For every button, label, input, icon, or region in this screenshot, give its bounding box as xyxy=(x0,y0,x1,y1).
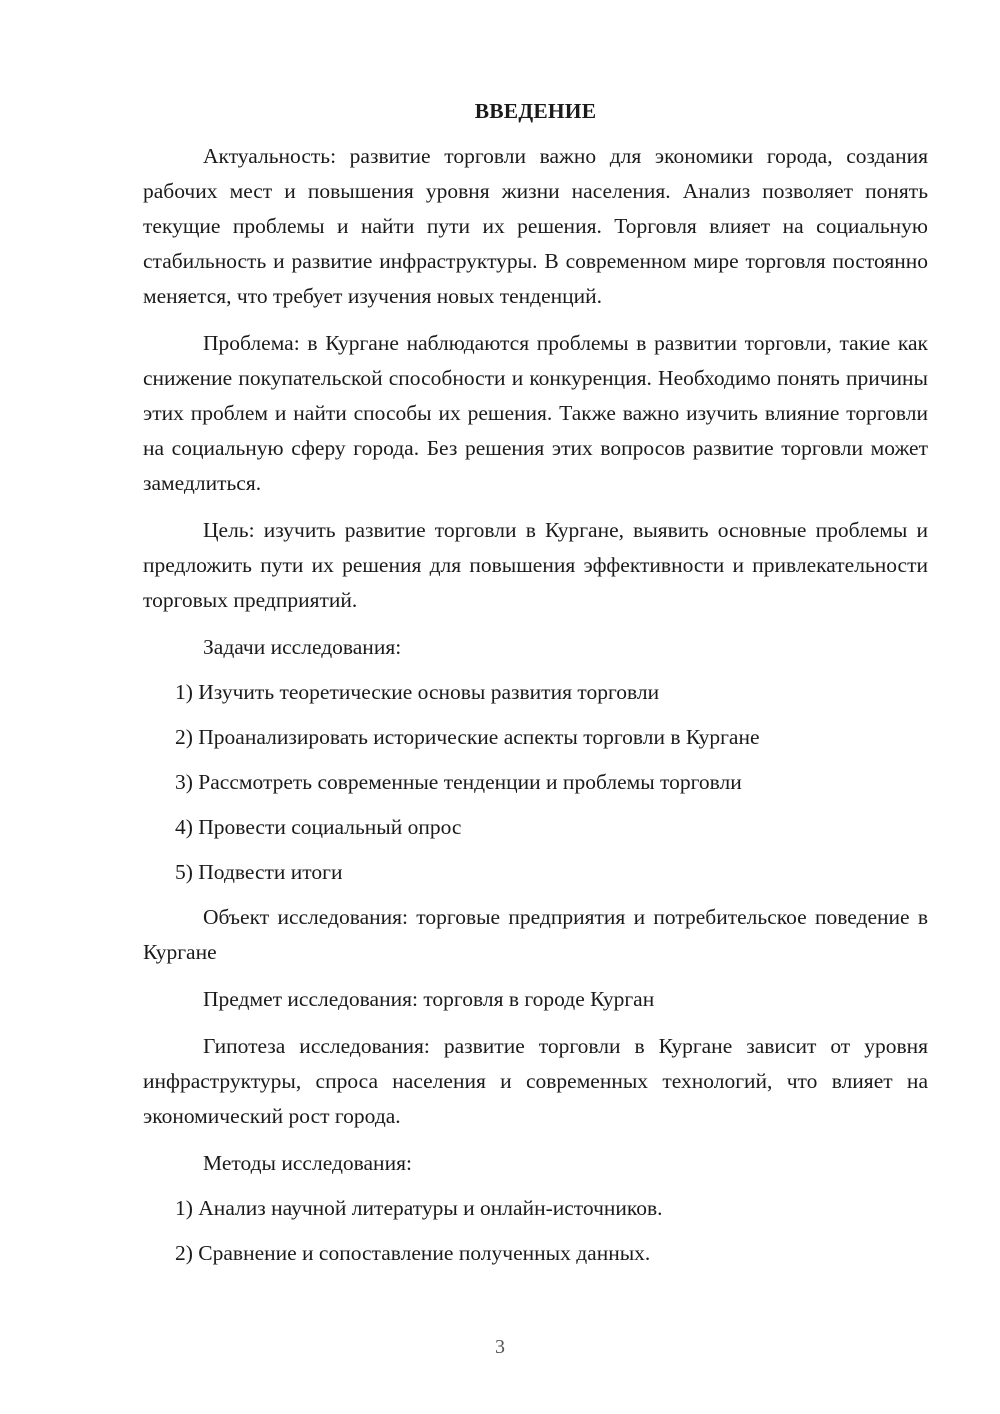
list-item: 2) Проанализировать исторические аспекты торговли в Кургане xyxy=(175,725,760,749)
page-content xyxy=(143,94,928,1281)
list-item: 2) Сравнение и сопоставление полученных данных. xyxy=(175,1241,651,1265)
goal-paragraph: Цель: изучить развитие торговли в Кургане, выявить основные проблемы и предложить пути их решения для повышения эффективности и привлекательности торговых предприятий. xyxy=(143,518,928,612)
problem-paragraph: Проблема: в Кургане наблюдаются проблемы в развитии торговли, такие как снижение покупательской способности и конкуренция. Необходимо понять причины этих проблем и найти способы их решения. Также важно изучить влияние торговли на социальную сферу города. Без решения этих вопросов развитие торговли может замедлиться. xyxy=(143,331,928,495)
list-item: 1) Изучить теоретические основы развития торговли xyxy=(175,680,660,704)
relevance-paragraph: Актуальность: развитие торговли важно для экономики города, создания рабочих мест и повышения уровня жизни населения. Анализ позволяет понять текущие проблемы и найти пути их решения. Торговля влияет на социальную стабильность и развитие инфраструктуры. В современном мире торговля постоянно меняется, что требует изучения новых тенденций. xyxy=(143,144,928,308)
list-item: 3) Рассмотреть современные тенденции и проблемы торговли xyxy=(175,770,742,794)
list-item: 5) Подвести итоги xyxy=(175,860,343,884)
list-item: 4) Провести социальный опрос xyxy=(175,815,462,839)
tasks-heading: Задачи исследования: xyxy=(203,635,402,659)
methods-heading: Методы исследования: xyxy=(203,1151,412,1175)
list-item: 1) Анализ научной литературы и онлайн-источников. xyxy=(175,1196,663,1220)
hypothesis-paragraph: Гипотеза исследования: развитие торговли в Кургане зависит от уровня инфраструктуры, спроса населения и современных технологий, что влияет на экономический рост города. xyxy=(143,1034,928,1128)
methods-list xyxy=(143,1191,928,1271)
page-title: ВВЕДЕНИЕ xyxy=(474,99,597,123)
object-paragraph: Объект исследования: торговые предприятия и потребительское поведение в Кургане xyxy=(143,905,928,964)
tasks-list xyxy=(143,675,928,890)
subject-paragraph: Предмет исследования: торговля в городе Курган xyxy=(203,987,655,1011)
page-number: 3 xyxy=(495,1336,505,1358)
